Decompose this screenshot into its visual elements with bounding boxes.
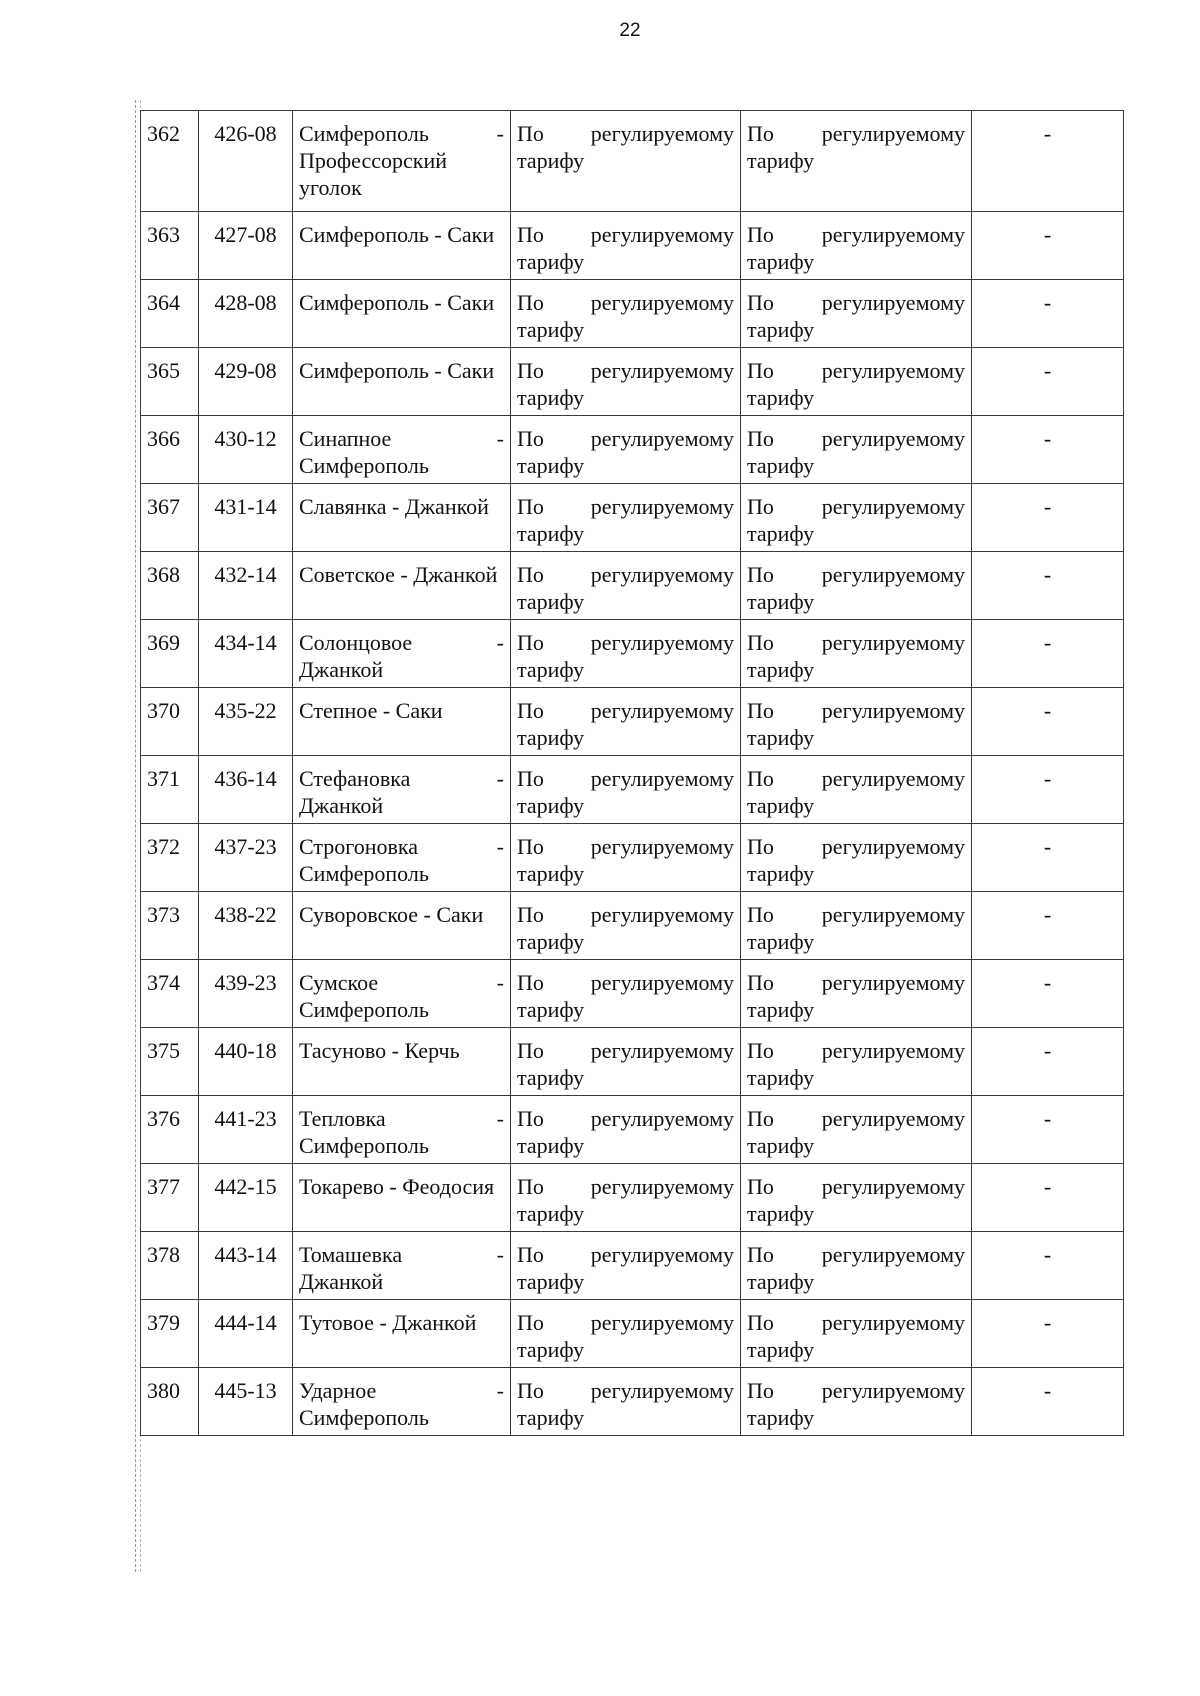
tariff-baggage: По регулируемому тарифу [741,1368,972,1436]
row-number: 368 [141,552,199,620]
row-number: 364 [141,280,199,348]
route-code: 435-22 [199,688,293,756]
tariff-baggage: По регулируемому тарифу [741,756,972,824]
note: - [972,111,1124,212]
route-code: 432-14 [199,552,293,620]
row-number: 373 [141,892,199,960]
page-number: 22 [619,20,641,41]
route-code: 436-14 [199,756,293,824]
route-name: Славянка - Джанкой [293,484,511,552]
table-row [141,1164,1124,1232]
table-row [141,1232,1124,1300]
tariff-baggage: По регулируемому тарифу [741,960,972,1028]
row-number: 377 [141,1164,199,1232]
tariff-adult: По регулируемому тарифу [511,1164,741,1232]
route-code: 441-23 [199,1096,293,1164]
tariff-adult: По регулируемому тарифу [511,756,741,824]
tariff-adult: По регулируемому тарифу [511,484,741,552]
note: - [972,552,1124,620]
route-code: 429-08 [199,348,293,416]
row-number: 365 [141,348,199,416]
route-code: 430-12 [199,416,293,484]
route-code: 445-13 [199,1368,293,1436]
route-name: Тасуново - Керчь [293,1028,511,1096]
route-name: Симферополь - Саки [293,212,511,280]
tariff-baggage: По регулируемому тарифу [741,280,972,348]
route-code: 440-18 [199,1028,293,1096]
route-name: Токарево - Феодосия [293,1164,511,1232]
table-row [141,1028,1124,1096]
route-code: 431-14 [199,484,293,552]
tariff-adult: По регулируемому тарифу [511,824,741,892]
note: - [972,688,1124,756]
tariff-adult: По регулируемому тарифу [511,348,741,416]
tariff-adult: По регулируемому тарифу [511,960,741,1028]
note: - [972,348,1124,416]
table-row [141,1096,1124,1164]
tariff-adult: По регулируемому тарифу [511,1300,741,1368]
note: - [972,484,1124,552]
route-name: Стефановка - Джанкой [293,756,511,824]
route-code: 439-23 [199,960,293,1028]
tariff-baggage: По регулируемому тарифу [741,1164,972,1232]
tariff-baggage: По регулируемому тарифу [741,484,972,552]
route-code: 426-08 [199,111,293,212]
tariff-adult: По регулируемому тарифу [511,212,741,280]
row-number: 366 [141,416,199,484]
tariff-baggage: По регулируемому тарифу [741,824,972,892]
tariff-adult: По регулируемому тарифу [511,1096,741,1164]
note: - [972,280,1124,348]
route-code: 442-15 [199,1164,293,1232]
route-code: 437-23 [199,824,293,892]
note: - [972,960,1124,1028]
table-row [141,1300,1124,1368]
row-number: 378 [141,1232,199,1300]
route-code: 428-08 [199,280,293,348]
tariff-adult: По регулируемому тарифу [511,1028,741,1096]
tariff-baggage: По регулируемому тарифу [741,552,972,620]
row-number: 376 [141,1096,199,1164]
note: - [972,824,1124,892]
note: - [972,416,1124,484]
tariff-adult: По регулируемому тарифу [511,280,741,348]
tariff-adult: По регулируемому тарифу [511,416,741,484]
row-number: 371 [141,756,199,824]
route-name: Тепловка - Симферополь [293,1096,511,1164]
route-name: Томашевка - Джанкой [293,1232,511,1300]
table-row [141,688,1124,756]
table-row [141,1368,1124,1436]
route-code: 438-22 [199,892,293,960]
route-name: Строгоновка - Симферополь [293,824,511,892]
tariff-adult: По регулируемому тарифу [511,111,741,212]
note: - [972,620,1124,688]
note: - [972,892,1124,960]
row-number: 375 [141,1028,199,1096]
tariff-baggage: По регулируемому тарифу [741,111,972,212]
row-number: 370 [141,688,199,756]
table-row [141,416,1124,484]
table-row [141,824,1124,892]
tariff-adult: По регулируемому тарифу [511,1232,741,1300]
route-name: Симферополь - Профессорский уголок [293,111,511,212]
note: - [972,1300,1124,1368]
route-name: Ударное - Симферополь [293,1368,511,1436]
tariff-adult: По регулируемому тарифу [511,1368,741,1436]
tariff-baggage: По регулируемому тарифу [741,1096,972,1164]
tariff-adult: По регулируемому тарифу [511,892,741,960]
table-row [141,484,1124,552]
tariff-adult: По регулируемому тарифу [511,688,741,756]
table-row [141,212,1124,280]
route-name: Синапное - Симферополь [293,416,511,484]
tariff-baggage: По регулируемому тарифу [741,1232,972,1300]
row-number: 372 [141,824,199,892]
route-name: Суворовское - Саки [293,892,511,960]
note: - [972,1164,1124,1232]
note: - [972,212,1124,280]
tariff-baggage: По регулируемому тарифу [741,620,972,688]
row-number: 362 [141,111,199,212]
row-number: 379 [141,1300,199,1368]
row-number: 374 [141,960,199,1028]
table-row [141,348,1124,416]
row-number: 369 [141,620,199,688]
tariff-baggage: По регулируемому тарифу [741,416,972,484]
note: - [972,756,1124,824]
route-name: Сумское - Симферополь [293,960,511,1028]
row-number: 367 [141,484,199,552]
route-name: Степное - Саки [293,688,511,756]
route-name: Солонцовое - Джанкой [293,620,511,688]
tariff-baggage: По регулируемому тарифу [741,1028,972,1096]
note: - [972,1368,1124,1436]
table-row [141,892,1124,960]
tariff-baggage: По регулируемому тарифу [741,212,972,280]
table-row [141,960,1124,1028]
tariff-baggage: По регулируемому тарифу [741,688,972,756]
route-code: 434-14 [199,620,293,688]
row-number: 380 [141,1368,199,1436]
row-number: 363 [141,212,199,280]
route-code: 427-08 [199,212,293,280]
note: - [972,1096,1124,1164]
route-name: Тутовое - Джанкой [293,1300,511,1368]
routes-table-body [141,111,1124,1436]
route-code: 443-14 [199,1232,293,1300]
tariff-adult: По регулируемому тарифу [511,552,741,620]
table-row [141,620,1124,688]
tariff-baggage: По регулируемому тарифу [741,892,972,960]
table-row [141,552,1124,620]
table-row [141,111,1124,212]
route-name: Советское - Джанкой [293,552,511,620]
table-row [141,756,1124,824]
routes-table [140,110,1124,1436]
note: - [972,1232,1124,1300]
table-row [141,280,1124,348]
note: - [972,1028,1124,1096]
route-code: 444-14 [199,1300,293,1368]
tariff-baggage: По регулируемому тарифу [741,348,972,416]
tariff-baggage: По регулируемому тарифу [741,1300,972,1368]
tariff-adult: По регулируемому тарифу [511,620,741,688]
route-name: Симферополь - Саки [293,280,511,348]
route-name: Симферополь - Саки [293,348,511,416]
